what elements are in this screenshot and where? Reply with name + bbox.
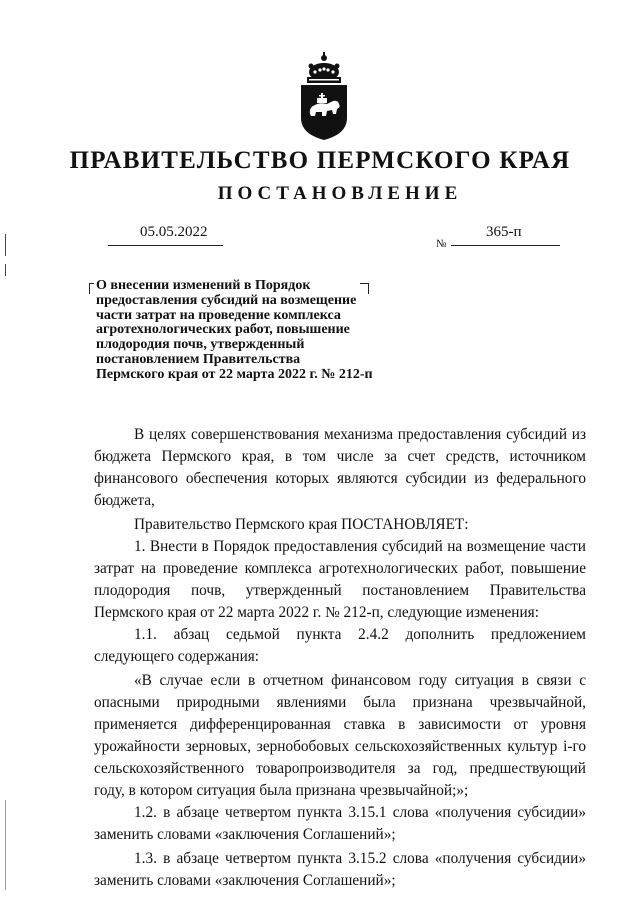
document-number: 365-п bbox=[486, 224, 522, 240]
body-paragraph: 1.2. в абзаце четвертом пункта 3.15.1 слова «получения субсидии» заменить словами «заключения Соглашений»; bbox=[94, 804, 586, 843]
body-paragraph: Правительство Пермского края ПОСТАНОВЛЯЕТ: bbox=[134, 516, 469, 533]
document-type: ПОСТАНОВЛЕНИЕ bbox=[217, 183, 463, 204]
body-paragraph: 1. Внести в Порядок предоставления субсидий на возмещение части затрат на проведение комплекса агротехнологических работ, повышение плодородия почв, утвержденный постановлением Правительства Пермского края от 22 марта 2022 г. № 212-п, следующие изменения: bbox=[94, 538, 586, 621]
number-sign: № bbox=[436, 238, 447, 250]
document-subject bbox=[96, 279, 416, 383]
margin-mark bbox=[5, 264, 6, 276]
subject-line: предоставления субсидий на возмещение bbox=[96, 292, 357, 308]
subject-line: плодородия почв, утвержденный bbox=[96, 337, 305, 353]
date-underline bbox=[108, 245, 223, 246]
body-paragraph: 1.1. абзац седьмой пункта 2.4.2 дополнить предложением следующего содержания: bbox=[94, 626, 586, 665]
body-paragraph: 1.3. в абзаце четвертом пункта 3.15.2 слова «получения субсидии» заменить словами «заключения Соглашений»; bbox=[94, 850, 586, 889]
subject-line: агротехнологических работ, повышение bbox=[96, 322, 350, 338]
subject-line: О внесении изменений в Порядок bbox=[96, 278, 311, 293]
subject-line: постановлением Правительства bbox=[96, 351, 301, 367]
subject-bracket-left bbox=[89, 283, 94, 294]
government-title: ПРАВИТЕЛЬСТВО ПЕРМСКОГО КРАЯ bbox=[69, 147, 571, 174]
coat-of-arms-icon bbox=[295, 52, 353, 140]
subject-line: Пермского края от 22 марта 2022 г. № 212-п bbox=[96, 366, 373, 382]
subject-line: части затрат на проведение комплекса bbox=[96, 307, 341, 323]
number-underline bbox=[451, 245, 560, 246]
body-paragraph: В целях совершенствования механизма предоставления субсидий из бюджета Пермского края, в том числе за счет средств, источником финансового обеспечения которых являются субсидии из федерального бюджета, bbox=[94, 426, 586, 509]
margin-mark bbox=[5, 234, 6, 256]
document-date: 05.05.2022 bbox=[140, 224, 208, 240]
document-body bbox=[94, 424, 586, 892]
body-paragraph: «В случае если в отчетном финансовом году ситуация в связи с опасными природными явлениями была признана чрезвычайной, применяется дифференцированная ставка в зависимости от уровня урожайности зерновых, зернобобовых сельскохозяйственных культур i-го сельскохозяйственного товаропроизводителя за год, предшествующий году, в котором ситуация была признана чрезвычайной;»; bbox=[94, 672, 586, 799]
margin-mark bbox=[5, 800, 6, 890]
